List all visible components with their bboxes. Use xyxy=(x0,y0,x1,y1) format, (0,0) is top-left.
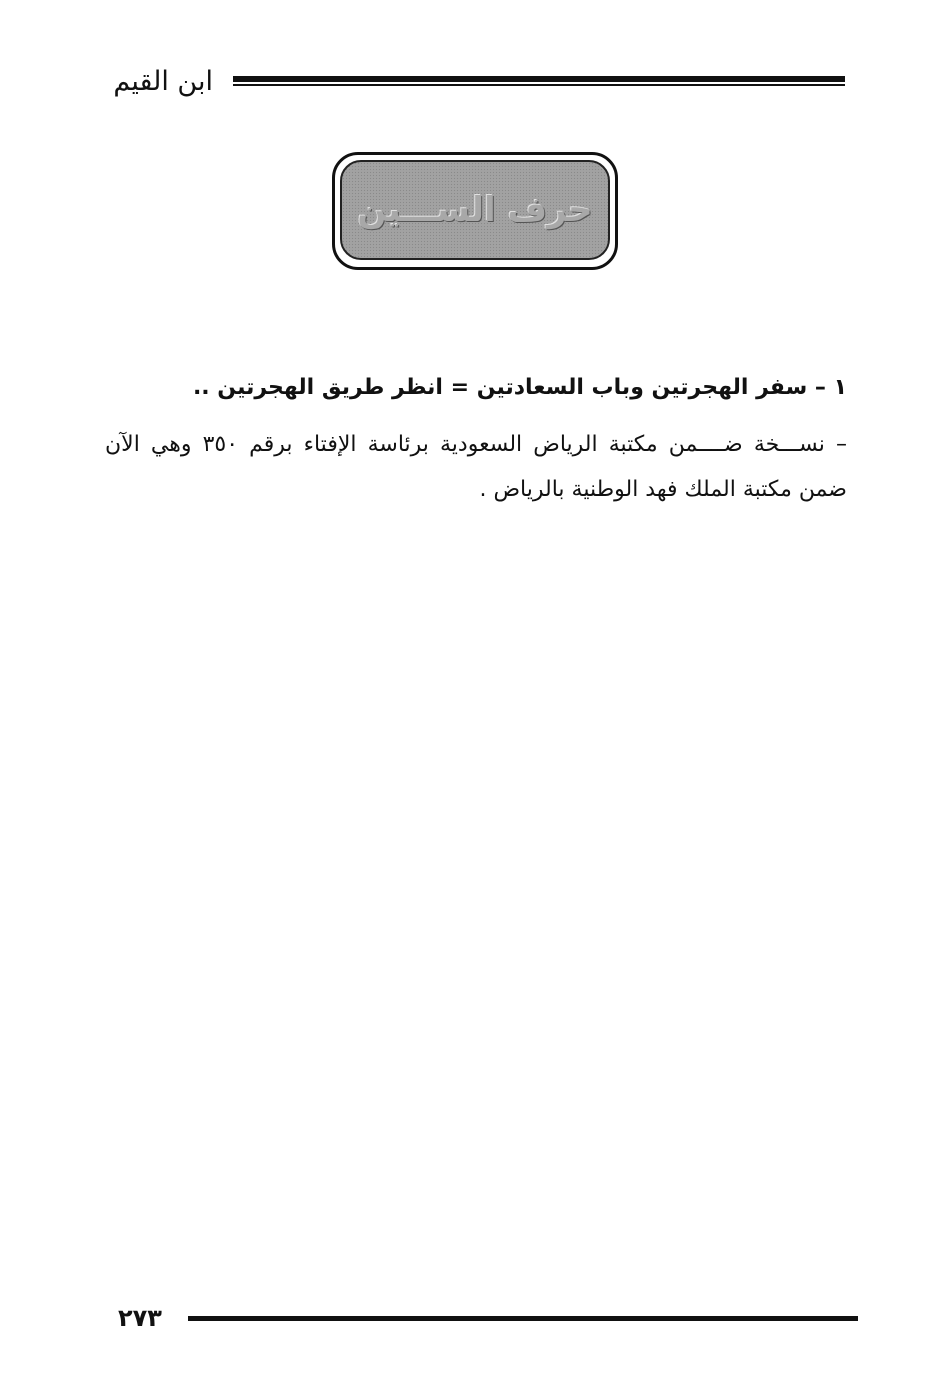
page-content xyxy=(105,362,847,512)
header-rule-thick xyxy=(233,76,845,82)
section-title-box xyxy=(332,152,618,270)
entry-note: – نســـخة ضــــمن مكتبة الرياض السعودية برئاسة الإفتاء برقم ٣٥٠ وهي الآن ضمن مكتبة الملك فهد الوطنية بالرياض . xyxy=(105,432,847,502)
header-double-rule xyxy=(233,76,845,86)
section-title: حرف الســـين xyxy=(357,190,593,230)
entry-heading: ١ – سفر الهجرتين وباب السعادتين = انظر طريق الهجرتين .. xyxy=(192,375,847,400)
footer-rule xyxy=(188,1316,858,1321)
page-footer xyxy=(118,1300,858,1336)
page-number: ٢٧٣ xyxy=(118,1304,162,1332)
section-title-panel xyxy=(340,160,610,260)
running-title: ابن القيم xyxy=(113,66,213,97)
running-header xyxy=(100,62,845,102)
header-rule-thin xyxy=(233,84,845,86)
